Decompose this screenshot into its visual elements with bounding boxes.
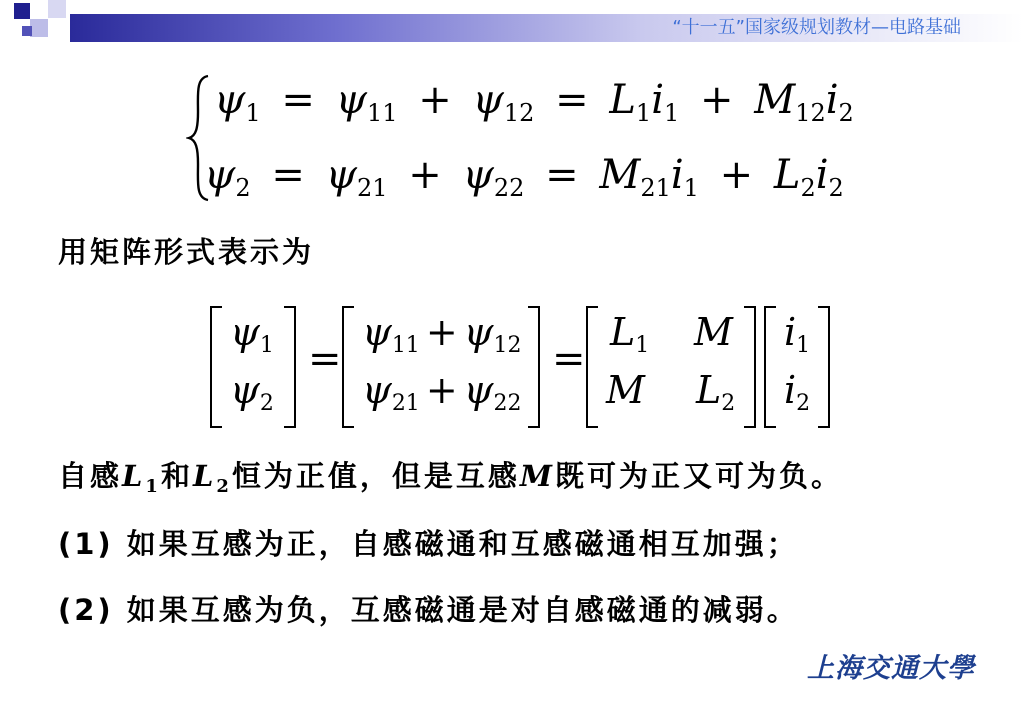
statement-text: 自感$L_1$和$L_2$恒为正值，但是互感M既可为正又可为负。 xyxy=(58,459,844,497)
matrix-current-cell-2: $i_2$ xyxy=(784,368,811,416)
matrix-flux-cell-1: $\psi_{11} + \psi_{12}$ xyxy=(362,310,522,358)
point-2-text: (2) 如果互感为负，互感磁通是对自感磁通的减弱。 xyxy=(58,593,799,627)
header-title: “十一五”国家级规划教材—电路基础 xyxy=(672,17,961,38)
header-square-dark xyxy=(14,3,30,19)
equals-sign-1: = xyxy=(308,336,342,382)
header-square-small xyxy=(22,26,32,36)
symbol-L2: $L_2$ xyxy=(192,459,232,497)
symbol-M: M xyxy=(519,459,555,493)
equals-sign-2: = xyxy=(552,336,586,382)
symbol-L1: $L_1$ xyxy=(122,459,161,497)
header-square-mid xyxy=(48,0,66,18)
equation-row-1: $\psi_1 = \psi_{11} + \psi_{12} = L_1i_1 + M_{12}i_2$ xyxy=(214,77,854,127)
equation-row-2: $\psi_2 = \psi_{21} + \psi_{22} = M_{21}i_1 + L_2i_2$ xyxy=(204,152,844,202)
header-square-light xyxy=(30,19,48,37)
header-band xyxy=(0,0,1023,44)
matrix-ind-cell-21: M xyxy=(606,368,645,412)
matrix-psi xyxy=(210,302,296,428)
matrix-current-cell-1: $i_1$ xyxy=(784,310,811,358)
sjtu-logo: 上海交通大學 xyxy=(807,653,975,684)
matrix-psi-cell-2: $\psi_2$ xyxy=(230,368,274,416)
point-1-text: (1) 如果互感为正，自感磁通和互感磁通相互加强； xyxy=(58,527,799,561)
matrix-equation xyxy=(210,302,850,428)
matrix-inductance xyxy=(586,302,756,428)
matrix-psi-cell-1: $\psi_1$ xyxy=(230,310,274,358)
matrix-flux-cell-2: $\psi_{21} + \psi_{22}$ xyxy=(362,368,522,416)
matrix-current xyxy=(764,302,830,428)
matrix-ind-cell-22: $L_2$ xyxy=(696,368,736,416)
matrix-flux-sum xyxy=(342,302,540,428)
matrix-ind-cell-11: $L_1$ xyxy=(610,310,650,358)
intro-text: 用矩阵形式表示为 xyxy=(58,235,315,269)
matrix-ind-cell-12: M xyxy=(694,310,733,354)
